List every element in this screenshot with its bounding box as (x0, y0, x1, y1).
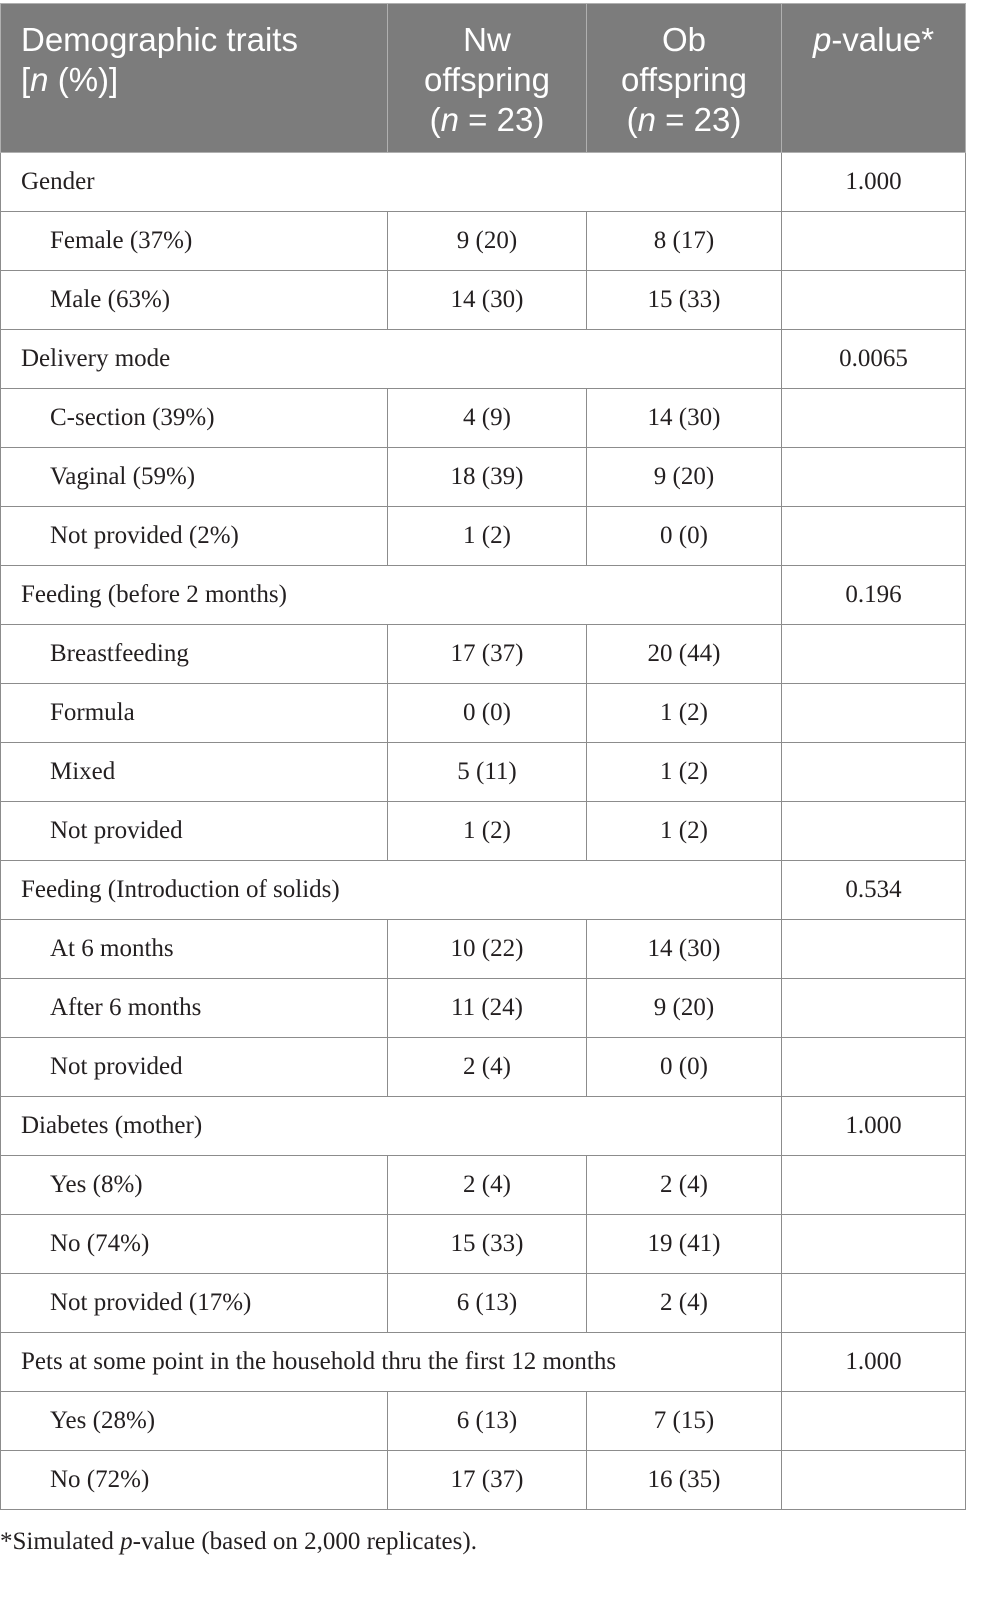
row-label: Yes (8%) (1, 1156, 388, 1215)
row-p-value: 1.000 (782, 1333, 966, 1392)
row-p-value (782, 625, 966, 684)
table-row-category (1, 566, 966, 625)
row-ob: 0 (0) (587, 1038, 782, 1097)
header-col1-line1: Demographic traits (21, 21, 298, 58)
table-row (1, 743, 966, 802)
row-label: Mixed (1, 743, 388, 802)
row-label: Delivery mode (1, 330, 782, 389)
row-ob: 1 (2) (587, 802, 782, 861)
row-label: Not provided (1, 1038, 388, 1097)
row-p-value: 0.196 (782, 566, 966, 625)
row-ob: 16 (35) (587, 1451, 782, 1510)
row-label: At 6 months (1, 920, 388, 979)
footnote-suffix: -value (based on 2,000 replicates). (132, 1528, 477, 1555)
row-p-value (782, 1215, 966, 1274)
table-row (1, 625, 966, 684)
row-ob: 0 (0) (587, 507, 782, 566)
row-p-value (782, 684, 966, 743)
row-nw: 14 (30) (388, 271, 587, 330)
row-p-value (782, 1392, 966, 1451)
table-row (1, 1215, 966, 1274)
row-ob: 14 (30) (587, 389, 782, 448)
row-nw: 2 (4) (388, 1038, 587, 1097)
table-row (1, 1038, 966, 1097)
row-label: Gender (1, 153, 782, 212)
row-p-value (782, 743, 966, 802)
row-p-value: 0.534 (782, 861, 966, 920)
header-nw-offspring (388, 4, 587, 153)
row-label: Female (37%) (1, 212, 388, 271)
row-ob: 2 (4) (587, 1274, 782, 1333)
row-p-value (782, 1038, 966, 1097)
row-ob: 19 (41) (587, 1215, 782, 1274)
row-p-value (782, 802, 966, 861)
row-nw: 4 (9) (388, 389, 587, 448)
header-col2-n: n (440, 101, 460, 138)
row-ob: 7 (15) (587, 1392, 782, 1451)
header-row (1, 4, 966, 153)
row-label: Feeding (Introduction of solids) (1, 861, 782, 920)
row-nw: 15 (33) (388, 1215, 587, 1274)
row-label: Feeding (before 2 months) (1, 566, 782, 625)
table-row-category (1, 861, 966, 920)
table-row (1, 389, 966, 448)
table-footnote (0, 1527, 477, 1557)
header-col3-line1: Ob (661, 21, 707, 58)
row-ob: 2 (4) (587, 1156, 782, 1215)
row-label: Male (63%) (1, 271, 388, 330)
row-nw: 5 (11) (388, 743, 587, 802)
header-col1-rest: (%)] (48, 61, 119, 98)
row-ob: 20 (44) (587, 625, 782, 684)
row-ob: 9 (20) (587, 979, 782, 1038)
header-col4-rest: -value* (831, 21, 935, 58)
table-row-category (1, 1333, 966, 1392)
header-col1-bracket-open: [ (21, 61, 31, 98)
table-row (1, 802, 966, 861)
row-p-value (782, 1451, 966, 1510)
row-label: Pets at some point in the household thru the first 12 months (1, 1333, 782, 1392)
row-label: C-section (39%) (1, 389, 388, 448)
row-nw: 9 (20) (388, 212, 587, 271)
table-row (1, 212, 966, 271)
row-nw: 1 (2) (388, 507, 587, 566)
row-p-value (782, 389, 966, 448)
row-p-value: 1.000 (782, 153, 966, 212)
row-label: Diabetes (mother) (1, 1097, 782, 1156)
table-row-category (1, 1097, 966, 1156)
row-ob: 8 (17) (587, 212, 782, 271)
row-ob: 14 (30) (587, 920, 782, 979)
header-col2-line1: Nw (463, 21, 511, 58)
row-nw: 17 (37) (388, 625, 587, 684)
header-col3-rest: = 23) (656, 101, 742, 138)
table-row (1, 979, 966, 1038)
header-col2-rest: = 23) (459, 101, 545, 138)
header-col4-p: p (812, 21, 832, 58)
row-label: Not provided (2%) (1, 507, 388, 566)
row-p-value (782, 1274, 966, 1333)
row-ob: 15 (33) (587, 271, 782, 330)
footnote-p: p (120, 1528, 133, 1555)
header-ob-offspring (587, 4, 782, 153)
table-header (1, 4, 966, 153)
table-row (1, 1392, 966, 1451)
row-nw: 6 (13) (388, 1392, 587, 1451)
row-label: Yes (28%) (1, 1392, 388, 1451)
header-p-value (782, 4, 966, 153)
row-label: Vaginal (59%) (1, 448, 388, 507)
row-nw: 11 (24) (388, 979, 587, 1038)
row-p-value (782, 448, 966, 507)
table-body (1, 153, 966, 1510)
table-row (1, 448, 966, 507)
table-row (1, 507, 966, 566)
row-label: No (74%) (1, 1215, 388, 1274)
row-nw: 10 (22) (388, 920, 587, 979)
row-ob: 9 (20) (587, 448, 782, 507)
header-col2-paren: ( (429, 101, 441, 138)
demographics-table (0, 3, 966, 1510)
table-row (1, 1156, 966, 1215)
row-p-value (782, 1156, 966, 1215)
row-p-value (782, 212, 966, 271)
row-nw: 17 (37) (388, 1451, 587, 1510)
table-row (1, 271, 966, 330)
header-demographic-traits (1, 4, 388, 153)
header-col3-n: n (637, 101, 657, 138)
table-row (1, 1451, 966, 1510)
row-nw: 1 (2) (388, 802, 587, 861)
table-row (1, 920, 966, 979)
demographics-table-container (0, 3, 996, 1510)
header-col3-line2: offspring (621, 61, 747, 98)
row-p-value (782, 507, 966, 566)
row-p-value (782, 920, 966, 979)
table-row-category (1, 153, 966, 212)
row-p-value (782, 979, 966, 1038)
row-p-value: 1.000 (782, 1097, 966, 1156)
row-label: Not provided (1, 802, 388, 861)
table-row (1, 684, 966, 743)
header-col1-n: n (30, 61, 49, 98)
header-col3-paren: ( (626, 101, 638, 138)
row-nw: 2 (4) (388, 1156, 587, 1215)
row-label: Formula (1, 684, 388, 743)
row-p-value (782, 271, 966, 330)
table-row-category (1, 330, 966, 389)
footnote-prefix: *Simulated (0, 1528, 121, 1555)
row-ob: 1 (2) (587, 684, 782, 743)
row-nw: 18 (39) (388, 448, 587, 507)
row-label: After 6 months (1, 979, 388, 1038)
table-row (1, 1274, 966, 1333)
row-nw: 0 (0) (388, 684, 587, 743)
row-p-value: 0.0065 (782, 330, 966, 389)
row-label: Not provided (17%) (1, 1274, 388, 1333)
header-col2-line2: offspring (424, 61, 550, 98)
row-label: No (72%) (1, 1451, 388, 1510)
row-label: Breastfeeding (1, 625, 388, 684)
row-ob: 1 (2) (587, 743, 782, 802)
row-nw: 6 (13) (388, 1274, 587, 1333)
